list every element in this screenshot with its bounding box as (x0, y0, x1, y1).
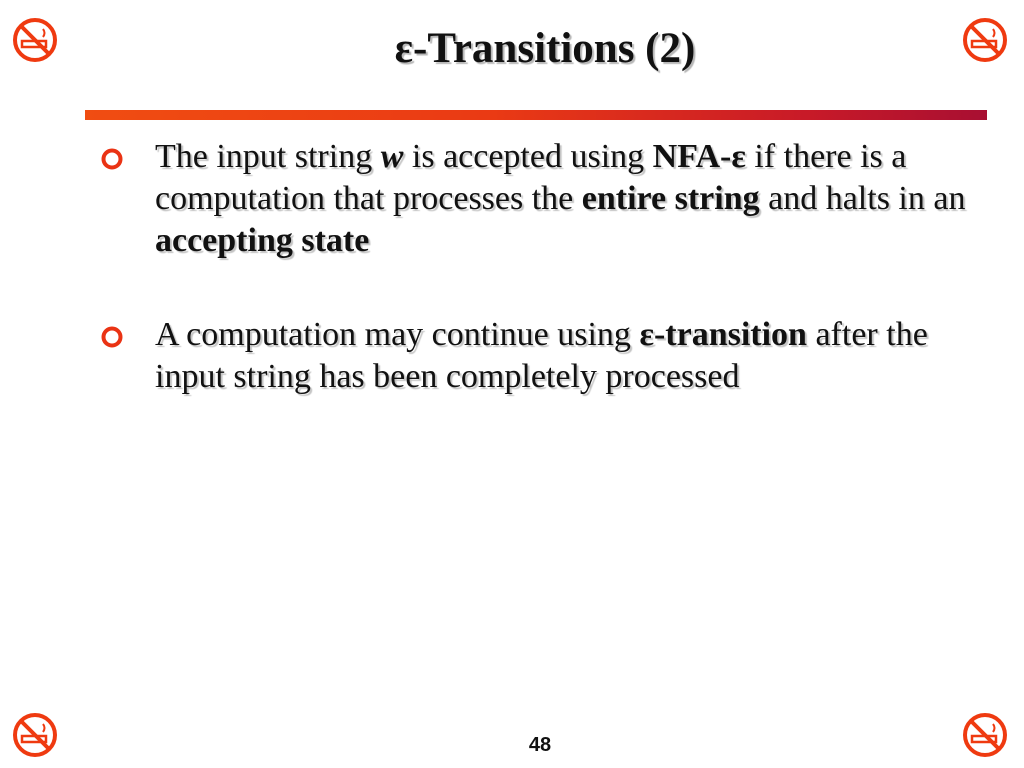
bullet-item (100, 136, 1000, 262)
slide-title: ε-Transitions (2) (394, 25, 696, 72)
bullet-text-part: accepting state (155, 222, 370, 259)
bullet-list (100, 136, 1000, 398)
page-number: 48 (528, 734, 552, 756)
title-divider (85, 110, 987, 120)
bullet-text-part: if there is a computation that processes the (155, 138, 907, 217)
bullet-text-part: The input string (155, 138, 381, 175)
bullet-text-part: entire string (581, 180, 760, 217)
no-smoking-sign-icon (962, 712, 1008, 758)
circle-bullet-icon (100, 147, 124, 171)
circle-bullet-icon (100, 325, 124, 349)
bullet-text-part: and halts in an (759, 180, 966, 217)
no-smoking-sign-icon (12, 712, 58, 758)
bullet-text-part: A computation may continue using (155, 316, 640, 353)
bullet-text-part: after the input string has been completely processed (155, 316, 928, 395)
bullet-text-part: is accepted using (403, 138, 653, 175)
bullet-item (100, 314, 1000, 398)
bullet-text-part: w (380, 138, 404, 175)
bullet-text-part: NFA-ε (652, 138, 746, 175)
bullet-text-part: ε-transition (639, 316, 807, 353)
